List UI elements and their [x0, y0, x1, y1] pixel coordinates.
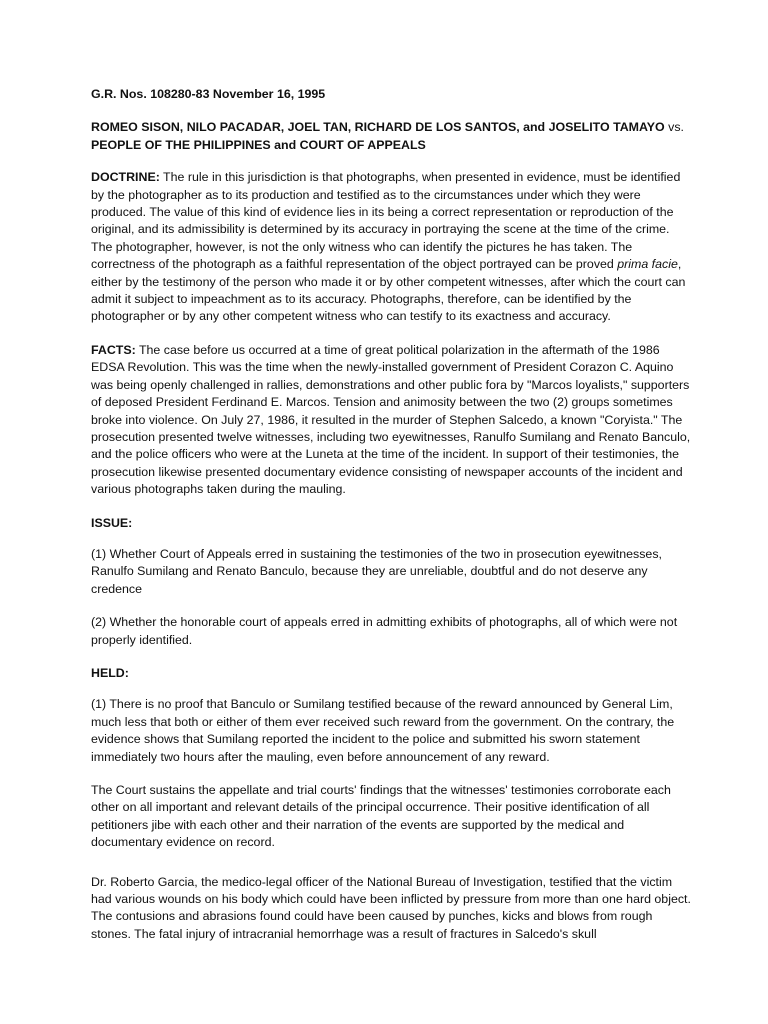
held-paragraph-1: (1) There is no proof that Banculo or Sumilang testified because of the reward announced by General Lim, much less that both or either of them ever received such reward from the government. On the contrary, the evidence shows that Sumilang reported the incident to the police and submitted his sworn statement immediately two hours after the mauling, even before announcement of any reward.: [91, 697, 675, 764]
petitioners: ROMEO SISON, NILO PACADAR, JOEL TAN, RICHARD DE LOS SANTOS, and JOSELITO TAMAYO: [91, 120, 665, 135]
held-heading: HELD:: [91, 665, 129, 680]
facts-label: FACTS:: [91, 342, 136, 357]
facts-paragraph: [91, 342, 691, 499]
issue-item-2: (2) Whether the honorable court of appeals erred in admitting exhibits of photographs, all of which were not properly identified.: [91, 615, 678, 647]
doctrine-text-before: The rule in this jurisdiction is that photographs, when presented in evidence, must be identified by the photographer as to its production and testified as to the circumstances under which they were produced. The value of this kind of evidence lies in its being a correct representation or reproduction of the original, and its admissibility is determined by its accuracy in portraying the scene at the time of the crime. The photographer, however, is not the only witness who can identify the pictures he has taken. The correctness of the photograph as a faithful representation of the object portrayed can be proved: [91, 170, 681, 272]
held-paragraph-2: The Court sustains the appellate and trial courts' findings that the witnesses' testimonies corroborate each other on all important and relevant details of the principal occurrence. Their positive identification of all petitioners jibe with each other and their narration of the events are supported by the medical and documentary evidence on record.: [91, 783, 671, 850]
respondents: PEOPLE OF THE PHILIPPINES and COURT OF APPEALS: [91, 137, 426, 152]
issue-item-1: (1) Whether Court of Appeals erred in sustaining the testimonies of the two in prosecution eyewitnesses, Ranulfo Sumilang and Renato Banculo, because they are unreliable, doubtful and do not deserve any credence: [91, 546, 662, 596]
versus: vs.: [668, 120, 684, 135]
case-parties: [91, 119, 691, 154]
doctrine-italic: prima facie: [617, 257, 678, 272]
case-title: G.R. Nos. 108280-83 November 16, 1995: [91, 87, 326, 101]
doctrine-text-after: , either by the testimony of the person who made it or by other competent witnesses, after which the court can admit it subject to impeachment as to its accuracy. Photographs, therefore, can be identified by the photographer or by any other competent witness who can testify to its exactness and accuracy.: [91, 257, 686, 324]
issue-heading: ISSUE:: [91, 515, 133, 530]
document-page: [91, 86, 691, 959]
doctrine-label: DOCTRINE:: [91, 170, 160, 185]
facts-text: The case before us occurred at a time of great political polarization in the aftermath of the 1986 EDSA Revolution. This was the time when the newly-installed government of President Corazon C. Aquino was being openly challenged in rallies, demonstrations and other public fora by "Marcos loyalists," supporters of deposed President Ferdinand E. Marcos. Tension and animosity between the two (2) groups sometimes broke into violence. On July 27, 1986, it resulted in the murder of Stephen Salcedo, a known "Coryista." The prosecution presented twelve witnesses, including two eyewitnesses, Ranulfo Sumilang and Renato Banculo, and the police officers who were at the Luneta at the time of the incident. In support of their testimonies, the prosecution likewise presented documentary evidence consisting of newspaper accounts of the incident and various photographs taken during the mauling.: [91, 342, 691, 497]
doctrine-paragraph: [91, 169, 691, 326]
held-paragraph-3: Dr. Roberto Garcia, the medico-legal officer of the National Bureau of Investigation, testified that the victim had various wounds on his body which could have been inflicted by pressure from more than one hard object. The contusions and abrasions found could have been caused by punches, kicks and blows from rough stones. The fatal injury of intracranial hemorrhage was a result of fractures in Salcedo's skull: [91, 874, 691, 941]
